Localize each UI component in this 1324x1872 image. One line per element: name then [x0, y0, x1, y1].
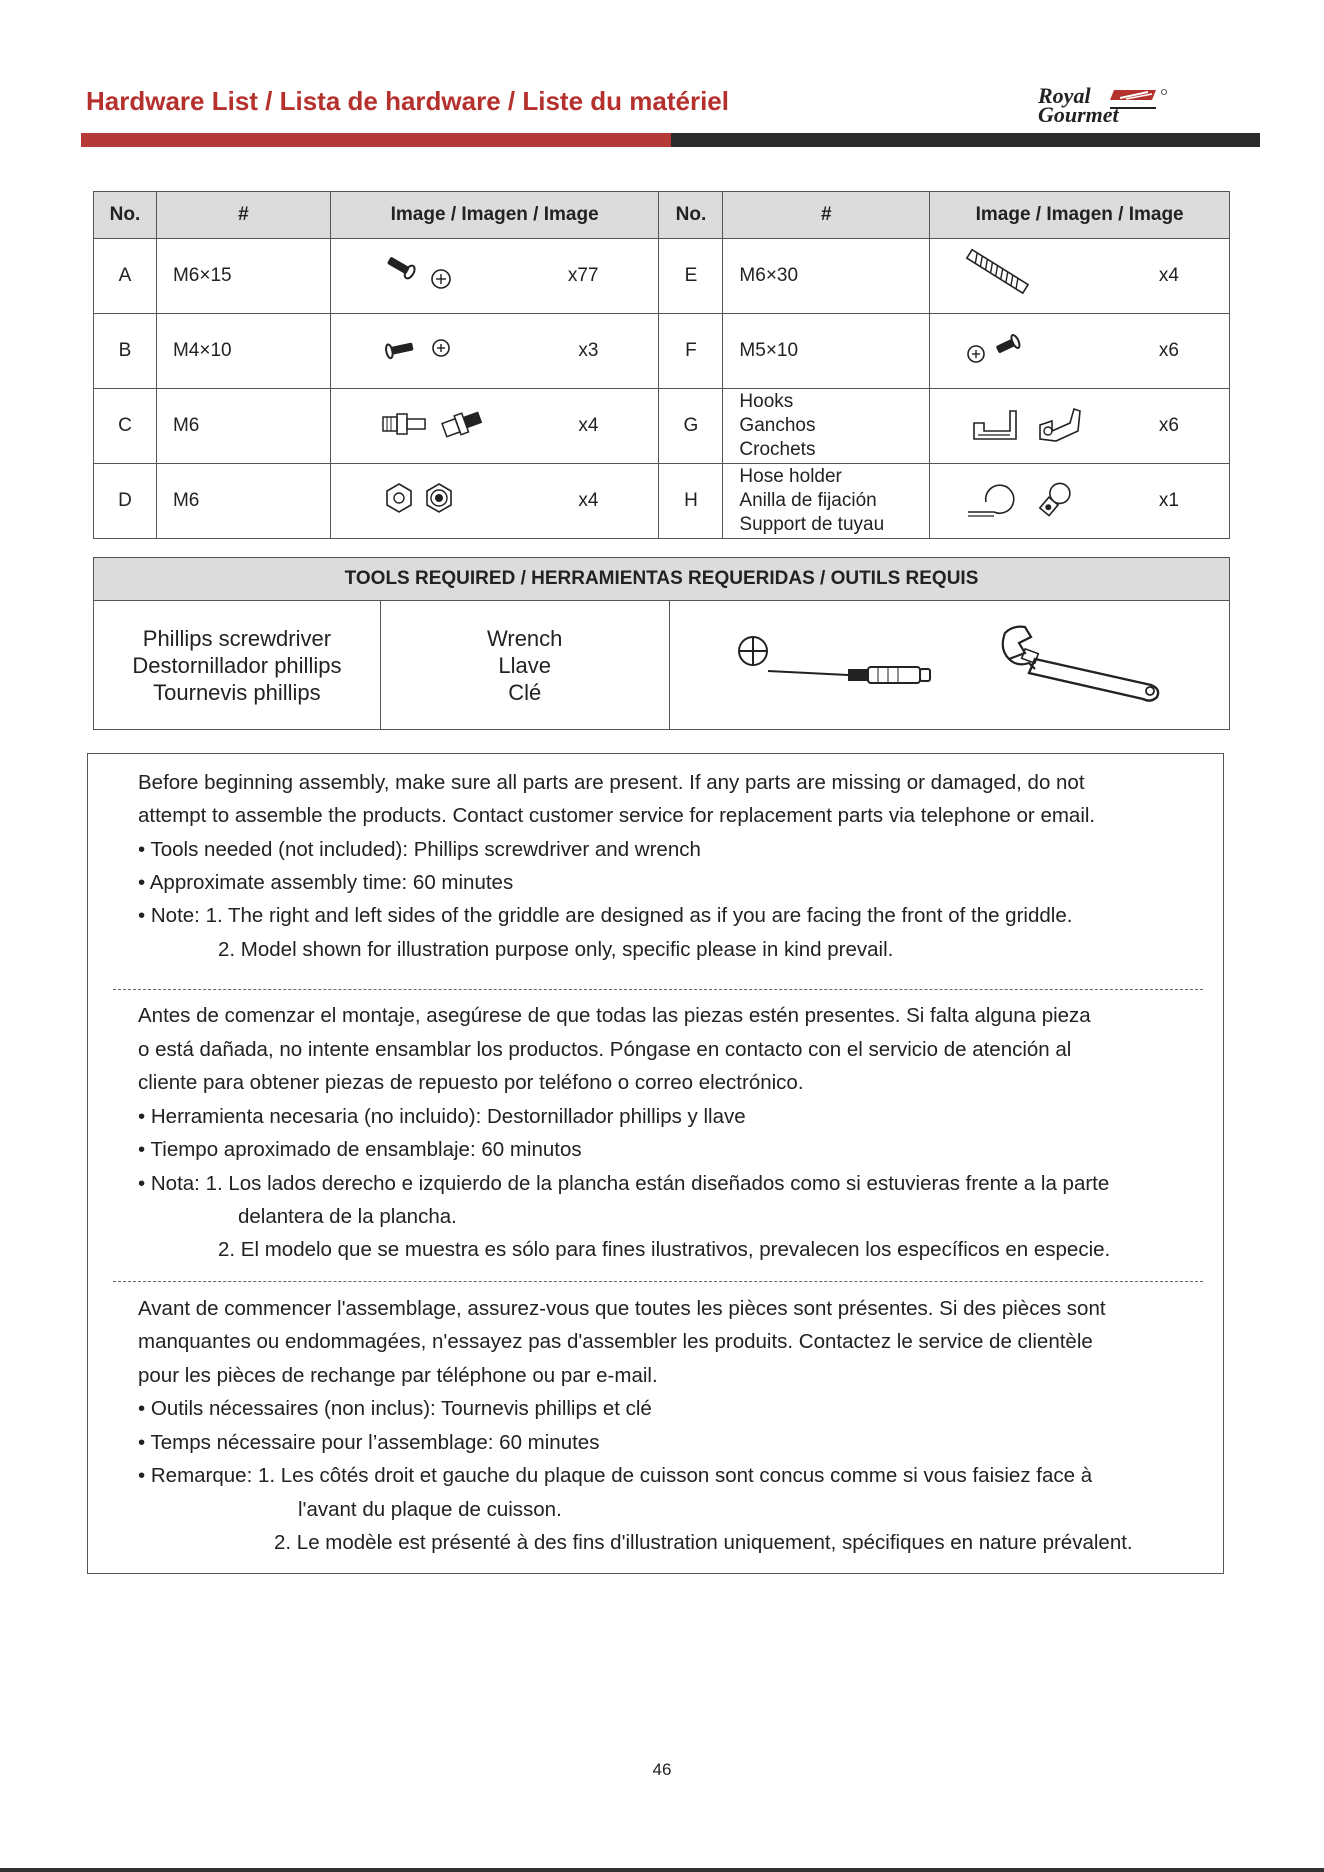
note-es-bullet: • Tiempo aproximado de ensamblaje: 60 minutos — [138, 1138, 582, 1161]
part-name-en: Hooks — [739, 391, 794, 412]
col-header-no: No. — [659, 192, 723, 239]
part-letter: F — [659, 314, 723, 389]
part-quantity: x4 — [578, 490, 599, 511]
part-quantity: x3 — [578, 340, 599, 361]
note-es-intro: Antes de comenzar el montaje, asegúrese de que todas las piezas estén presentes. Si falta alguna pieza — [138, 1004, 1091, 1027]
part-image-cell — [930, 239, 1230, 314]
part-image-cell — [330, 314, 659, 389]
part-name-es: Anilla de fijación — [739, 490, 877, 511]
hardware-header-row — [94, 192, 1230, 239]
note-fr-intro: manquantes ou endommagées, n'essayez pas d'assembler les produits. Contactez le service de clientèle — [138, 1330, 1093, 1353]
part-image-cell — [930, 314, 1230, 389]
hardware-table — [93, 191, 1230, 539]
note-es-bullet-sub: delantera de la plancha. — [238, 1205, 457, 1228]
tools-header: TOOLS REQUIRED / HERRAMIENTAS REQUERIDAS / OUTILS REQUIS — [94, 558, 1230, 601]
part-letter: A — [94, 239, 157, 314]
small-bolt-with-washer-icon — [381, 330, 461, 372]
part-name-es: Ganchos — [739, 415, 816, 436]
page-title: Hardware List / Lista de hardware / Liste du matériel — [86, 86, 729, 116]
part-code: M4×10 — [156, 314, 330, 389]
tool-name-es: Llave — [498, 652, 551, 678]
part-quantity: x77 — [567, 265, 599, 286]
note-es-intro: o está dañada, no intente ensamblar los productos. Póngase en contacto con el servicio de atención al — [138, 1038, 1072, 1061]
part-quantity: x1 — [1158, 490, 1179, 511]
note-fr-intro: Avant de commencer l'assemblage, assurez-vous que toutes les pièces sont présentes. Si des pièces sont — [138, 1297, 1106, 1320]
part-code: M6 — [156, 389, 330, 464]
part-quantity: x6 — [1158, 340, 1179, 361]
header-bar-red — [81, 133, 671, 147]
table-row — [94, 239, 1230, 314]
part-name-fr: Support de tuyau — [739, 514, 885, 535]
note-fr-intro: pour les pièces de rechange par téléphone ou par e-mail. — [138, 1364, 658, 1387]
note-en-bullet: • Note: 1. The right and left sides of the griddle are designed as if you are facing the front of the griddle. — [138, 904, 1073, 927]
bottom-rule — [0, 1868, 1324, 1872]
note-fr-bullet: • Remarque: 1. Les côtés droit et gauche du plaque de cuisson sont concus comme si vous faisiez face à — [138, 1464, 1093, 1487]
part-image-cell — [330, 464, 659, 539]
part-image-cell — [330, 389, 659, 464]
part-quantity: x4 — [1158, 265, 1179, 286]
note-fr-bullet: • Temps nécessaire pour l’assemblage: 60 minutes — [138, 1431, 600, 1454]
note-fr-bullet: • Outils nécessaires (non inclus): Tournevis phillips et clé — [138, 1397, 652, 1420]
note-en-bullet-sub: 2. Model shown for illustration purpose only, specific please in kind prevail. — [218, 938, 894, 961]
col-header-image: Image / Imagen / Image — [930, 192, 1230, 239]
part-code: M6 — [156, 464, 330, 539]
part-name-en: Hose holder — [739, 466, 842, 487]
part-code — [723, 464, 930, 539]
part-image-cell — [930, 389, 1230, 464]
section-divider — [113, 989, 1203, 990]
svg-text:Royal: Royal — [1038, 84, 1091, 108]
note-es-bullet-sub: 2. El modelo que se muestra es sólo para fines ilustrativos, prevalecen los específicos en especie. — [218, 1238, 1111, 1261]
hose-fitting-icon — [381, 405, 491, 447]
table-row — [94, 314, 1230, 389]
svg-text:Gourmet: Gourmet — [1038, 102, 1119, 124]
tool-name-fr: Clé — [508, 679, 542, 705]
tool-name-en: Phillips screwdriver — [142, 625, 332, 651]
part-letter: C — [94, 389, 157, 464]
tool-name-es: Destornillador phillips — [132, 652, 342, 678]
part-letter: E — [659, 239, 723, 314]
col-header-image: Image / Imagen / Image — [330, 192, 659, 239]
tools-table — [93, 557, 1230, 730]
part-quantity: x6 — [1158, 415, 1179, 436]
bolt-washer-icon — [964, 328, 1034, 374]
col-header-no: No. — [94, 192, 157, 239]
note-es-intro: cliente para obtener piezas de repuesto por teléfono o correo electrónico. — [138, 1071, 804, 1094]
hook-icon — [970, 401, 1090, 451]
tool-name-fr: Tournevis phillips — [153, 679, 321, 705]
part-code — [723, 389, 930, 464]
part-letter: H — [659, 464, 723, 539]
section-divider — [113, 1281, 1203, 1282]
table-row — [94, 389, 1230, 464]
note-fr-bullet-sub: l'avant du plaque de cuisson. — [298, 1498, 562, 1521]
part-letter: G — [659, 389, 723, 464]
screwdriver-icon — [738, 635, 948, 701]
col-header-code: # — [723, 192, 930, 239]
tool-name-en: Wrench — [487, 625, 563, 651]
part-image-cell — [930, 464, 1230, 539]
part-quantity: x4 — [578, 415, 599, 436]
note-en-bullet: • Tools needed (not included): Phillips screwdriver and wrench — [138, 838, 701, 861]
note-fr-bullet-sub: 2. Le modèle est présenté à des fins d'illustration uniquement, spécifiques en nature prévalent. — [274, 1531, 1133, 1554]
part-name-fr: Crochets — [739, 439, 816, 460]
part-letter: B — [94, 314, 157, 389]
part-code: M6×15 — [156, 239, 330, 314]
page-number: 46 — [652, 1760, 672, 1779]
assembly-notes — [87, 753, 1224, 1574]
note-en-intro: Before beginning assembly, make sure all parts are present. If any parts are missing or damaged, do not — [138, 771, 1085, 794]
tools-image-cell — [669, 601, 1229, 730]
note-en-bullet: • Approximate assembly time: 60 minutes — [138, 871, 514, 894]
bolt-with-washer-icon — [381, 253, 461, 299]
wrench-icon — [995, 623, 1165, 709]
header-bar-dark — [671, 133, 1260, 147]
table-row — [94, 464, 1230, 539]
part-image-cell — [330, 239, 659, 314]
part-code: M6×30 — [723, 239, 930, 314]
col-header-code: # — [156, 192, 330, 239]
part-letter: D — [94, 464, 157, 539]
note-es-bullet: • Herramienta necesaria (no incluido): Destornillador phillips y llave — [138, 1105, 746, 1128]
brand-logo — [1034, 84, 1234, 124]
note-en-intro: attempt to assemble the products. Contact customer service for replacement parts via telephone or email. — [138, 804, 1096, 827]
part-code: M5×10 — [723, 314, 930, 389]
wrench-label-cell — [380, 601, 669, 730]
screwdriver-label-cell — [94, 601, 381, 730]
long-bolt-icon — [960, 248, 1040, 304]
note-es-bullet: • Nota: 1. Los lados derecho e izquierdo de la plancha están diseñados como si estuvieras frente a la parte — [138, 1172, 1110, 1195]
hex-nut-icon — [381, 478, 461, 524]
hose-clamp-icon — [964, 476, 1084, 526]
